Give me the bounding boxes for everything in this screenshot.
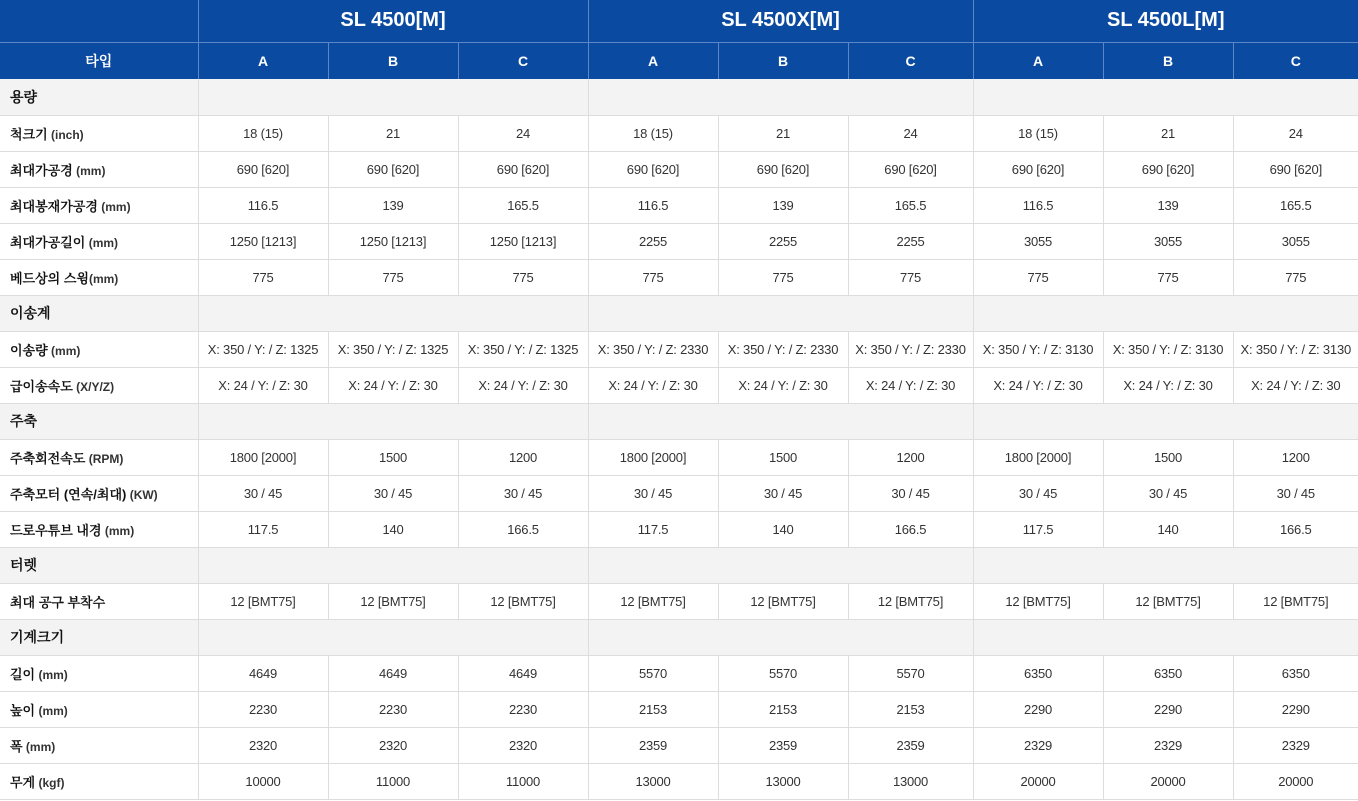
table-row bbox=[0, 763, 1358, 799]
table-cell: 30 / 45 bbox=[458, 475, 588, 511]
row-label bbox=[0, 439, 198, 475]
table-cell: 775 bbox=[328, 259, 458, 295]
row-label-unit: (mm) bbox=[101, 523, 135, 538]
table-cell: 30 / 45 bbox=[1233, 475, 1358, 511]
table-cell: X: 350 / Y: / Z: 3130 bbox=[1103, 331, 1233, 367]
row-label-unit: (mm) bbox=[35, 667, 68, 682]
table-cell: 1200 bbox=[1233, 439, 1358, 475]
table-cell: 775 bbox=[588, 259, 718, 295]
table-cell: 1500 bbox=[718, 439, 848, 475]
section-row bbox=[0, 403, 1358, 439]
section-group-cell bbox=[588, 547, 973, 583]
table-cell: 1200 bbox=[458, 439, 588, 475]
table-cell: 11000 bbox=[458, 763, 588, 799]
table-cell: 6350 bbox=[1233, 655, 1358, 691]
table-cell: 30 / 45 bbox=[848, 475, 973, 511]
row-label-text: 최대가공길이 bbox=[10, 234, 86, 250]
table-cell: 12 [BMT75] bbox=[458, 583, 588, 619]
table-cell: X: 24 / Y: / Z: 30 bbox=[588, 367, 718, 403]
table-cell: X: 350 / Y: / Z: 2330 bbox=[588, 331, 718, 367]
model-header: SL 4500X[M] bbox=[588, 0, 973, 42]
table-cell: 166.5 bbox=[458, 511, 588, 547]
section-group-cell bbox=[588, 79, 973, 115]
table-cell: 775 bbox=[198, 259, 328, 295]
row-label-text: 주축모터 (연속/최대) bbox=[10, 486, 127, 502]
table-cell: 12 [BMT75] bbox=[848, 583, 973, 619]
section-row bbox=[0, 295, 1358, 331]
table-cell: 13000 bbox=[588, 763, 718, 799]
table-cell: 30 / 45 bbox=[973, 475, 1103, 511]
row-label-unit: (X/Y/Z) bbox=[72, 379, 115, 394]
row-label-unit: (mm) bbox=[35, 703, 68, 718]
section-group-cell bbox=[198, 547, 588, 583]
table-cell: 690 [620] bbox=[1103, 151, 1233, 187]
table-cell: 12 [BMT75] bbox=[718, 583, 848, 619]
table-cell: 117.5 bbox=[198, 511, 328, 547]
table-cell: 775 bbox=[848, 259, 973, 295]
row-label-text: 척크기 bbox=[10, 126, 48, 142]
table-cell: 3055 bbox=[1103, 223, 1233, 259]
section-title: 이송계 bbox=[0, 295, 198, 331]
type-header: B bbox=[328, 42, 458, 79]
table-cell: 165.5 bbox=[848, 187, 973, 223]
row-label bbox=[0, 223, 198, 259]
section-title: 용량 bbox=[0, 79, 198, 115]
section-row bbox=[0, 619, 1358, 655]
table-cell: 13000 bbox=[718, 763, 848, 799]
table-cell: 1500 bbox=[1103, 439, 1233, 475]
table-row bbox=[0, 439, 1358, 475]
section-group-cell bbox=[588, 619, 973, 655]
table-cell: 2320 bbox=[328, 727, 458, 763]
table-cell: 12 [BMT75] bbox=[198, 583, 328, 619]
table-cell: 18 (15) bbox=[198, 115, 328, 151]
row-label bbox=[0, 475, 198, 511]
section-group-cell bbox=[198, 295, 588, 331]
table-row bbox=[0, 151, 1358, 187]
row-label-text: 폭 bbox=[10, 738, 23, 754]
table-row bbox=[0, 115, 1358, 151]
table-cell: 4649 bbox=[458, 655, 588, 691]
table-cell: 20000 bbox=[1103, 763, 1233, 799]
table-cell: 117.5 bbox=[588, 511, 718, 547]
row-label-text: 주축회전속도 bbox=[10, 450, 86, 466]
row-label bbox=[0, 655, 198, 691]
table-cell: 12 [BMT75] bbox=[588, 583, 718, 619]
table-cell: 690 [620] bbox=[458, 151, 588, 187]
table-cell: 12 [BMT75] bbox=[1103, 583, 1233, 619]
row-label bbox=[0, 691, 198, 727]
table-cell: 2153 bbox=[718, 691, 848, 727]
table-cell: 12 [BMT75] bbox=[973, 583, 1103, 619]
table-cell: 140 bbox=[718, 511, 848, 547]
table-cell: 30 / 45 bbox=[328, 475, 458, 511]
table-cell: 18 (15) bbox=[588, 115, 718, 151]
row-label-text: 최대 공구 부착수 bbox=[10, 594, 106, 610]
table-cell: X: 24 / Y: / Z: 30 bbox=[848, 367, 973, 403]
table-cell: 2255 bbox=[848, 223, 973, 259]
table-cell: 3055 bbox=[1233, 223, 1358, 259]
row-label-unit: (RPM) bbox=[85, 451, 124, 466]
table-cell: 2255 bbox=[718, 223, 848, 259]
table-cell: 166.5 bbox=[848, 511, 973, 547]
row-label bbox=[0, 511, 198, 547]
table-cell: 165.5 bbox=[1233, 187, 1358, 223]
spec-body bbox=[0, 79, 1358, 799]
type-header: A bbox=[198, 42, 328, 79]
table-cell: 21 bbox=[718, 115, 848, 151]
table-cell: 6350 bbox=[1103, 655, 1233, 691]
table-cell: X: 350 / Y: / Z: 1325 bbox=[198, 331, 328, 367]
row-label-text: 드로우튜브 내경 bbox=[10, 522, 102, 538]
table-cell: X: 350 / Y: / Z: 1325 bbox=[328, 331, 458, 367]
type-header: B bbox=[1103, 42, 1233, 79]
table-cell: 117.5 bbox=[973, 511, 1103, 547]
table-cell: 20000 bbox=[973, 763, 1103, 799]
table-cell: 24 bbox=[848, 115, 973, 151]
table-cell: X: 350 / Y: / Z: 1325 bbox=[458, 331, 588, 367]
model-header: SL 4500L[M] bbox=[973, 0, 1358, 42]
type-header: C bbox=[848, 42, 973, 79]
type-header-row bbox=[0, 42, 1358, 79]
table-cell: 30 / 45 bbox=[718, 475, 848, 511]
row-label bbox=[0, 331, 198, 367]
type-label: 타입 bbox=[0, 42, 198, 79]
table-cell: 139 bbox=[328, 187, 458, 223]
type-header: A bbox=[973, 42, 1103, 79]
row-label-unit: (mm) bbox=[72, 163, 106, 178]
table-cell: 1800 [2000] bbox=[198, 439, 328, 475]
section-group-cell bbox=[973, 79, 1358, 115]
table-cell: 3055 bbox=[973, 223, 1103, 259]
table-cell: 30 / 45 bbox=[1103, 475, 1233, 511]
row-label bbox=[0, 259, 198, 295]
table-cell: 775 bbox=[1233, 259, 1358, 295]
type-header: C bbox=[458, 42, 588, 79]
row-label-unit: (kgf) bbox=[35, 775, 65, 790]
row-label bbox=[0, 151, 198, 187]
table-cell: X: 350 / Y: / Z: 2330 bbox=[848, 331, 973, 367]
table-row bbox=[0, 727, 1358, 763]
table-cell: X: 24 / Y: / Z: 30 bbox=[1103, 367, 1233, 403]
table-cell: 4649 bbox=[198, 655, 328, 691]
header-corner bbox=[0, 0, 198, 42]
table-cell: 30 / 45 bbox=[198, 475, 328, 511]
row-label bbox=[0, 583, 198, 619]
table-cell: 21 bbox=[328, 115, 458, 151]
section-group-cell bbox=[588, 295, 973, 331]
section-title: 주축 bbox=[0, 403, 198, 439]
table-cell: 690 [620] bbox=[848, 151, 973, 187]
table-cell: 2359 bbox=[588, 727, 718, 763]
table-cell: 1200 bbox=[848, 439, 973, 475]
table-cell: 2359 bbox=[848, 727, 973, 763]
table-cell: 2153 bbox=[848, 691, 973, 727]
section-group-cell bbox=[198, 403, 588, 439]
table-cell: 1800 [2000] bbox=[588, 439, 718, 475]
table-row bbox=[0, 367, 1358, 403]
section-group-cell bbox=[973, 547, 1358, 583]
table-cell: 21 bbox=[1103, 115, 1233, 151]
table-row bbox=[0, 655, 1358, 691]
row-label-unit: (mm) bbox=[85, 235, 119, 250]
row-label-text: 베드상의 스윙 bbox=[10, 270, 89, 286]
table-cell: 1800 [2000] bbox=[973, 439, 1103, 475]
table-cell: 1500 bbox=[328, 439, 458, 475]
row-label bbox=[0, 727, 198, 763]
table-cell: 11000 bbox=[328, 763, 458, 799]
section-row bbox=[0, 79, 1358, 115]
model-header: SL 4500[M] bbox=[198, 0, 588, 42]
section-group-cell bbox=[198, 619, 588, 655]
table-row bbox=[0, 259, 1358, 295]
table-cell: 775 bbox=[1103, 259, 1233, 295]
table-cell: 30 / 45 bbox=[588, 475, 718, 511]
table-cell: X: 24 / Y: / Z: 30 bbox=[718, 367, 848, 403]
section-group-cell bbox=[198, 79, 588, 115]
table-cell: 4649 bbox=[328, 655, 458, 691]
table-cell: 775 bbox=[458, 259, 588, 295]
row-label-text: 길이 bbox=[10, 666, 36, 682]
table-cell: X: 24 / Y: / Z: 30 bbox=[328, 367, 458, 403]
section-group-cell bbox=[973, 295, 1358, 331]
table-cell: 12 [BMT75] bbox=[328, 583, 458, 619]
row-label-unit: (mm) bbox=[88, 271, 119, 286]
table-cell: X: 350 / Y: / Z: 3130 bbox=[973, 331, 1103, 367]
table-cell: 2290 bbox=[1103, 691, 1233, 727]
section-title: 터렛 bbox=[0, 547, 198, 583]
table-row bbox=[0, 475, 1358, 511]
table-cell: 165.5 bbox=[458, 187, 588, 223]
table-cell: 690 [620] bbox=[588, 151, 718, 187]
table-cell: X: 24 / Y: / Z: 30 bbox=[458, 367, 588, 403]
table-cell: 690 [620] bbox=[973, 151, 1103, 187]
table-cell: 1250 [1213] bbox=[198, 223, 328, 259]
table-row bbox=[0, 223, 1358, 259]
table-cell: 2320 bbox=[458, 727, 588, 763]
table-cell: 13000 bbox=[848, 763, 973, 799]
row-label bbox=[0, 763, 198, 799]
row-label-text: 이송량 bbox=[10, 342, 48, 358]
table-cell: 775 bbox=[973, 259, 1103, 295]
table-cell: 18 (15) bbox=[973, 115, 1103, 151]
table-cell: X: 24 / Y: / Z: 30 bbox=[1233, 367, 1358, 403]
table-cell: 2329 bbox=[973, 727, 1103, 763]
table-cell: 116.5 bbox=[973, 187, 1103, 223]
table-cell: 24 bbox=[1233, 115, 1358, 151]
table-row bbox=[0, 691, 1358, 727]
table-cell: 2230 bbox=[328, 691, 458, 727]
table-cell: 20000 bbox=[1233, 763, 1358, 799]
table-row bbox=[0, 583, 1358, 619]
table-row bbox=[0, 331, 1358, 367]
row-label-text: 무게 bbox=[10, 774, 36, 790]
type-header: A bbox=[588, 42, 718, 79]
row-label bbox=[0, 115, 198, 151]
table-cell: 116.5 bbox=[588, 187, 718, 223]
table-cell: 116.5 bbox=[198, 187, 328, 223]
row-label-text: 급이송속도 bbox=[10, 378, 73, 394]
type-header: B bbox=[718, 42, 848, 79]
table-cell: 24 bbox=[458, 115, 588, 151]
row-label bbox=[0, 187, 198, 223]
table-cell: 690 [620] bbox=[718, 151, 848, 187]
section-group-cell bbox=[973, 403, 1358, 439]
row-label-unit: (inch) bbox=[47, 127, 84, 142]
table-cell: 775 bbox=[718, 259, 848, 295]
table-cell: 2290 bbox=[1233, 691, 1358, 727]
table-cell: 139 bbox=[1103, 187, 1233, 223]
table-cell: 2153 bbox=[588, 691, 718, 727]
table-cell: 6350 bbox=[973, 655, 1103, 691]
table-cell: 2230 bbox=[198, 691, 328, 727]
section-row bbox=[0, 547, 1358, 583]
table-cell: 140 bbox=[1103, 511, 1233, 547]
section-group-cell bbox=[588, 403, 973, 439]
table-cell: X: 24 / Y: / Z: 30 bbox=[198, 367, 328, 403]
type-header: C bbox=[1233, 42, 1358, 79]
row-label-unit: (mm) bbox=[47, 343, 81, 358]
table-cell: 5570 bbox=[588, 655, 718, 691]
table-cell: 5570 bbox=[848, 655, 973, 691]
table-cell: 12 [BMT75] bbox=[1233, 583, 1358, 619]
row-label-unit: (mm) bbox=[22, 739, 56, 754]
row-label bbox=[0, 367, 198, 403]
table-cell: 2230 bbox=[458, 691, 588, 727]
table-cell: 2329 bbox=[1103, 727, 1233, 763]
table-cell: 1250 [1213] bbox=[328, 223, 458, 259]
table-cell: X: 24 / Y: / Z: 30 bbox=[973, 367, 1103, 403]
table-cell: 1250 [1213] bbox=[458, 223, 588, 259]
table-cell: 2329 bbox=[1233, 727, 1358, 763]
row-label-text: 최대봉재가공경 bbox=[10, 198, 98, 214]
row-label-text: 높이 bbox=[10, 702, 36, 718]
table-cell: X: 350 / Y: / Z: 3130 bbox=[1233, 331, 1358, 367]
section-group-cell bbox=[973, 619, 1358, 655]
table-cell: 690 [620] bbox=[198, 151, 328, 187]
table-cell: 139 bbox=[718, 187, 848, 223]
model-header-row bbox=[0, 0, 1358, 42]
table-cell: 2255 bbox=[588, 223, 718, 259]
table-cell: 2320 bbox=[198, 727, 328, 763]
row-label-unit: (KW) bbox=[126, 487, 158, 502]
table-cell: 140 bbox=[328, 511, 458, 547]
table-cell: 10000 bbox=[198, 763, 328, 799]
table-cell: 690 [620] bbox=[1233, 151, 1358, 187]
table-cell: 690 [620] bbox=[328, 151, 458, 187]
section-title: 기계크기 bbox=[0, 619, 198, 655]
table-cell: 166.5 bbox=[1233, 511, 1358, 547]
table-cell: 2290 bbox=[973, 691, 1103, 727]
table-cell: X: 350 / Y: / Z: 2330 bbox=[718, 331, 848, 367]
table-row bbox=[0, 511, 1358, 547]
row-label-unit: (mm) bbox=[97, 199, 131, 214]
row-label-text: 최대가공경 bbox=[10, 162, 73, 178]
table-cell: 5570 bbox=[718, 655, 848, 691]
table-cell: 2359 bbox=[718, 727, 848, 763]
table-row bbox=[0, 187, 1358, 223]
